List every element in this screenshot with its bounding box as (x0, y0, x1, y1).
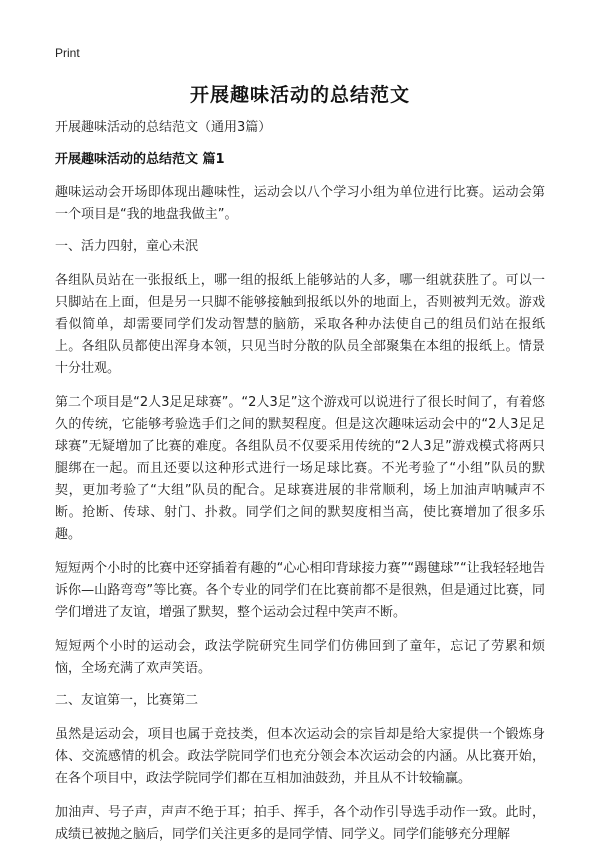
print-link[interactable]: Print (55, 46, 80, 60)
document-subtitle: 开展趣味活动的总结范文（通用3篇） (55, 120, 272, 135)
paragraph-intro: 趣味运动会开场即体现出趣味性，运动会以八个学习小组为单位进行比赛。运动会第一个项目是“我的地盘我做主”。 (55, 185, 545, 222)
paragraph-cheering: 加油声、号子声，声声不绝于耳；拍手、挥手，各个动作引导选手动作一致。此时，成绩已被抛之脑后，同学们关注更多的是同学情、同学义。同学们能够充分理解 (55, 805, 545, 842)
paragraph-three-legged-football: 第二个项目是“2人3足足球赛”。“2人3足”这个游戏可以说进行了很长时间了，有着悠久的传统，它能够考验选手们之间的默契程度。但是这次趣味运动会中的“2人3足足球赛”无疑增加了比赛的难度。各组队员不仅要采用传统的“2人3足”游戏模式将两只腿绑在一起。而且还要以这种形式进行一场足球比赛。不光考验了“小组”队员的默契，更加考验了“大组”队员的配合。足球赛进展的非常顺利，场上加油声呐喊声不断。抢断、传球、射门、扑救。同学们之间的默契度相当高，使比赛增加了很多乐趣。 (55, 395, 545, 542)
section-title: 开展趣味活动的总结范文 篇1 (55, 152, 225, 167)
subheading-energy: 一、活力四射，童心未泯 (55, 239, 199, 254)
subheading-friendship: 二、友谊第一，比赛第二 (55, 693, 199, 708)
paragraph-newspaper-game: 各组队员站在一张报纸上，哪一组的报纸上能够站的人多，哪一组就获胜了。可以一只脚站在上面，但是另一只脚不能够接触到报纸以外的地面上，否则被判无效。游戏看似简单，却需要同学们发动智慧的脑筋，采取各种办法使自己的组员们站在报纸上。各组队员都使出浑身本领，只见当时分散的队员全部聚集在本组的报纸上。情景十分壮观。 (55, 273, 545, 376)
page-title: 开展趣味活动的总结范文 (189, 84, 410, 106)
paragraph-purpose: 虽然是运动会，项目也属于竞技类，但本次运动会的宗旨却是给大家提供一个锻炼身体、交流感情的机会。政法学院同学们也充分领会本次运动会的内涵。从比赛开始，在各个项目中，政法学院同学们都在互相加油鼓劲，并且从不计较输赢。 (55, 727, 545, 786)
paragraph-other-events: 短短两个小时的比赛中还穿插着有趣的“心心相印背球接力赛”“踢毽球”“让我轻轻地告诉你—山路弯弯”等比赛。各个专业的同学们在比赛前都不是很熟，但是通过比赛，同学们增进了友谊，增强了默契，整个运动会过程中笑声不断。 (55, 561, 545, 620)
paragraph-childhood: 短短两个小时的运动会，政法学院研究生同学们仿佛回到了童年，忘记了劳累和烦恼，全场充满了欢声笑语。 (55, 639, 545, 676)
